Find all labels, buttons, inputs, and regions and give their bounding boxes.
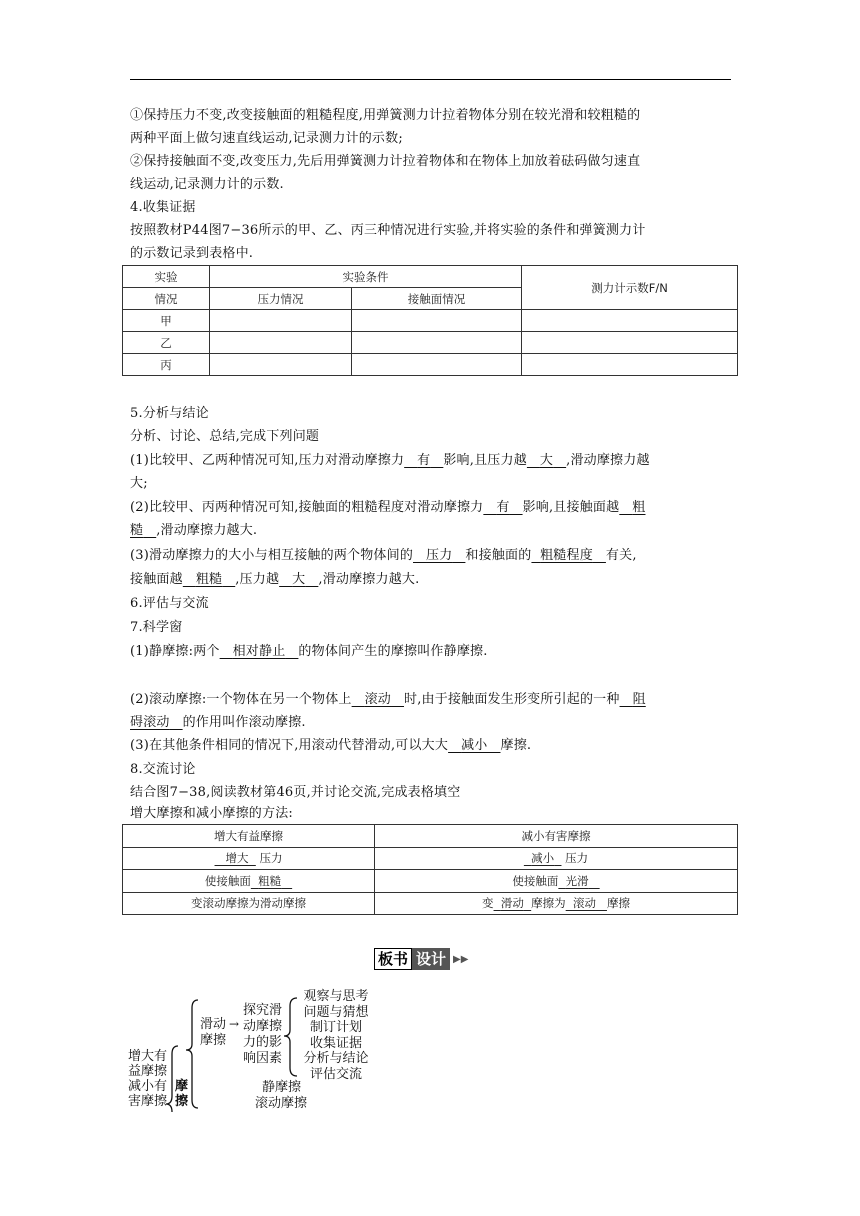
header-surface: 接触面情况 [352, 288, 522, 310]
method-line-2: 两种平面上做匀速直线运动,记录测力计的示数; [130, 131, 403, 146]
blank-cell [522, 354, 738, 376]
answer-blank: 大 [292, 572, 306, 587]
step-item: 观察与思考 [303, 989, 369, 1004]
answer-blank: 光滑 [565, 873, 589, 888]
step-item: 收集证据 [309, 1035, 362, 1051]
answer-blank: 粗糙程度 [540, 548, 593, 563]
table-row [123, 892, 738, 915]
answer-blank: 粗糙 [195, 572, 223, 587]
board-title-part-1: 板书 [374, 948, 412, 970]
answer-blank: 粗 [632, 500, 646, 515]
friction-methods-table [122, 824, 738, 915]
answer-blank: 滚动 [572, 896, 596, 911]
question-1-line-2: 大; [130, 476, 148, 491]
experiment-table [122, 265, 738, 376]
header-reading: 测力计示数F/N [522, 266, 738, 310]
text: ,压力越 [235, 572, 280, 587]
instruction-line-2: 的示数记录到表格中. [130, 246, 254, 261]
blank-cell [210, 332, 352, 354]
blank-cell [210, 354, 352, 376]
text: 和接触面的 [465, 548, 532, 563]
double-arrow-icon: ▶▶ [453, 953, 469, 965]
answer-blank: 相对静止 [232, 644, 286, 659]
method-line-3: ②保持接触面不变,改变压力,先后用弹簧测力计拉着物体和在物体上加放着砝码做匀速直 [130, 154, 641, 169]
section-6-heading: 6.评估与交流 [130, 596, 209, 611]
text: (1)比较甲、乙两种情况可知,压力对滑动摩擦力 [130, 453, 405, 468]
question-3-line-2 [130, 569, 419, 591]
answer-blank: 大 [539, 453, 554, 468]
section-7-heading: 7.科学窗 [130, 620, 183, 635]
text: 接触面越 [130, 572, 183, 587]
text: (2)比较甲、丙两种情况可知,接触面的粗糙程度对滑动摩擦力 [130, 500, 484, 515]
header-decrease: 减小有害摩擦 [375, 825, 738, 848]
blank-cell [522, 310, 738, 332]
cell: 减小 压力 [375, 847, 738, 870]
text: 影响,且压力越 [443, 453, 527, 468]
board-steps [294, 989, 378, 1082]
board-rolling: 滚动摩擦 [255, 1096, 308, 1111]
step-item: 分析与结论 [303, 1051, 369, 1066]
analysis-intro: 分析、讨论、总结,完成下列问题 [130, 429, 320, 444]
methods-caption: 增大摩擦和减小摩擦的方法: [130, 806, 293, 821]
cell: 使接触面 光滑 [375, 870, 738, 893]
board-explore: 探究滑 动摩擦 力的影 响因素 [243, 1003, 283, 1066]
science-window-2-line-2 [130, 712, 306, 734]
answer-blank: 减小 [461, 738, 488, 753]
header-increase: 增大有益摩擦 [123, 825, 375, 848]
text: ,滑动摩擦力越大. [318, 572, 420, 587]
table-row [123, 310, 738, 332]
text: (3)滑动摩擦力的大小与相互接触的两个物体间的 [130, 548, 414, 563]
answer-blank: 碍滚动 [130, 715, 170, 730]
header-case-1: 实验 [123, 266, 210, 288]
row-label: 乙 [123, 332, 210, 354]
text: ,滑动摩擦力越大. [156, 523, 258, 538]
text: (1)静摩擦:两个 [130, 644, 220, 659]
answer-blank: 增大 [225, 851, 249, 866]
text: 摩擦. [500, 738, 532, 753]
answer-blank: 阻 [632, 692, 646, 707]
blank-cell [352, 332, 522, 354]
header-case-2: 情况 [123, 288, 210, 310]
step-item: 制订计划 [309, 1020, 362, 1035]
text: 有关, [605, 548, 637, 563]
header-pressure: 压力情况 [210, 288, 352, 310]
question-2-line-2 [130, 520, 257, 542]
blank-cell [352, 354, 522, 376]
header-conditions: 实验条件 [210, 266, 522, 288]
board-root: 增大有 益摩擦 减小有 害摩擦 [128, 1049, 168, 1109]
cell: 使接触面 粗糙 [123, 870, 375, 893]
blank-cell [352, 310, 522, 332]
science-window-2-line-1 [130, 689, 646, 711]
step-item: 评估交流 [309, 1066, 362, 1082]
science-window-1 [130, 641, 488, 663]
text: 的作用叫作滚动摩擦. [182, 715, 306, 730]
row-label: 甲 [123, 310, 210, 332]
table-row [123, 332, 738, 354]
question-2-line-1 [130, 497, 646, 519]
text: 时,由于接触面发生形变所引起的一种 [404, 692, 620, 707]
question-1-line-1 [130, 450, 650, 472]
answer-blank: 有 [496, 500, 510, 515]
text: 影响,且接触面越 [522, 500, 620, 515]
table-row [123, 354, 738, 376]
text: (2)滚动摩擦:一个物体在另一个物体上 [130, 692, 352, 707]
right-arrow-icon: → [229, 1017, 240, 1031]
answer-blank: 糙 [130, 523, 144, 538]
instruction-line-1: 按照教材P44图7−36所示的甲、乙、丙三种情况进行实验,并将实验的条件和弹簧测力计 [130, 223, 646, 238]
answer-blank: 滚动 [364, 692, 392, 707]
text: ,滑动摩擦力越 [566, 453, 650, 468]
board-static: 静摩擦 [262, 1080, 302, 1095]
cell: 变 滑动 摩擦为 滚动 摩擦 [375, 892, 738, 915]
answer-blank: 减小 [531, 851, 555, 866]
board-friction: 摩 擦 [175, 1079, 189, 1109]
text: 的物体间产生的摩擦叫作静摩擦. [298, 644, 488, 659]
question-3-line-1 [130, 545, 637, 567]
cell: 变滚动摩擦为滑动摩擦 [123, 892, 375, 915]
board-title-part-2: 设计 [412, 948, 450, 970]
section-8-heading: 8.交流讨论 [130, 762, 196, 777]
method-line-1: ①保持压力不变,改变接触面的粗糙程度,用弹簧测力计拉着物体分别在较光滑和较粗糙的 [130, 108, 641, 123]
section-4-heading: 4.收集证据 [130, 200, 196, 215]
board-design-title [374, 947, 468, 971]
answer-blank: 滑动 [500, 896, 524, 911]
board-sliding: 滑动 摩擦 [200, 1017, 227, 1048]
cell: 增大 压力 [123, 847, 375, 870]
science-window-3 [130, 735, 531, 757]
blank-cell [210, 310, 352, 332]
method-line-4: 线运动,记录测力计的示数. [130, 177, 284, 192]
header-rule [130, 79, 731, 80]
answer-blank: 粗糙 [258, 873, 282, 888]
answer-blank: 有 [417, 453, 431, 468]
section-5-heading: 5.分析与结论 [130, 406, 209, 421]
step-item: 问题与猜想 [303, 1004, 369, 1020]
text: (3)在其他条件相同的情况下,用滚动代替滑动,可以大大 [130, 738, 449, 753]
row-label: 丙 [123, 354, 210, 376]
discussion-intro: 结合图7−38,阅读教材第46页,并讨论交流,完成表格填空 [130, 785, 461, 800]
answer-blank: 压力 [426, 548, 453, 563]
table-row [123, 847, 738, 870]
blank-cell [522, 332, 738, 354]
table-row [123, 870, 738, 893]
